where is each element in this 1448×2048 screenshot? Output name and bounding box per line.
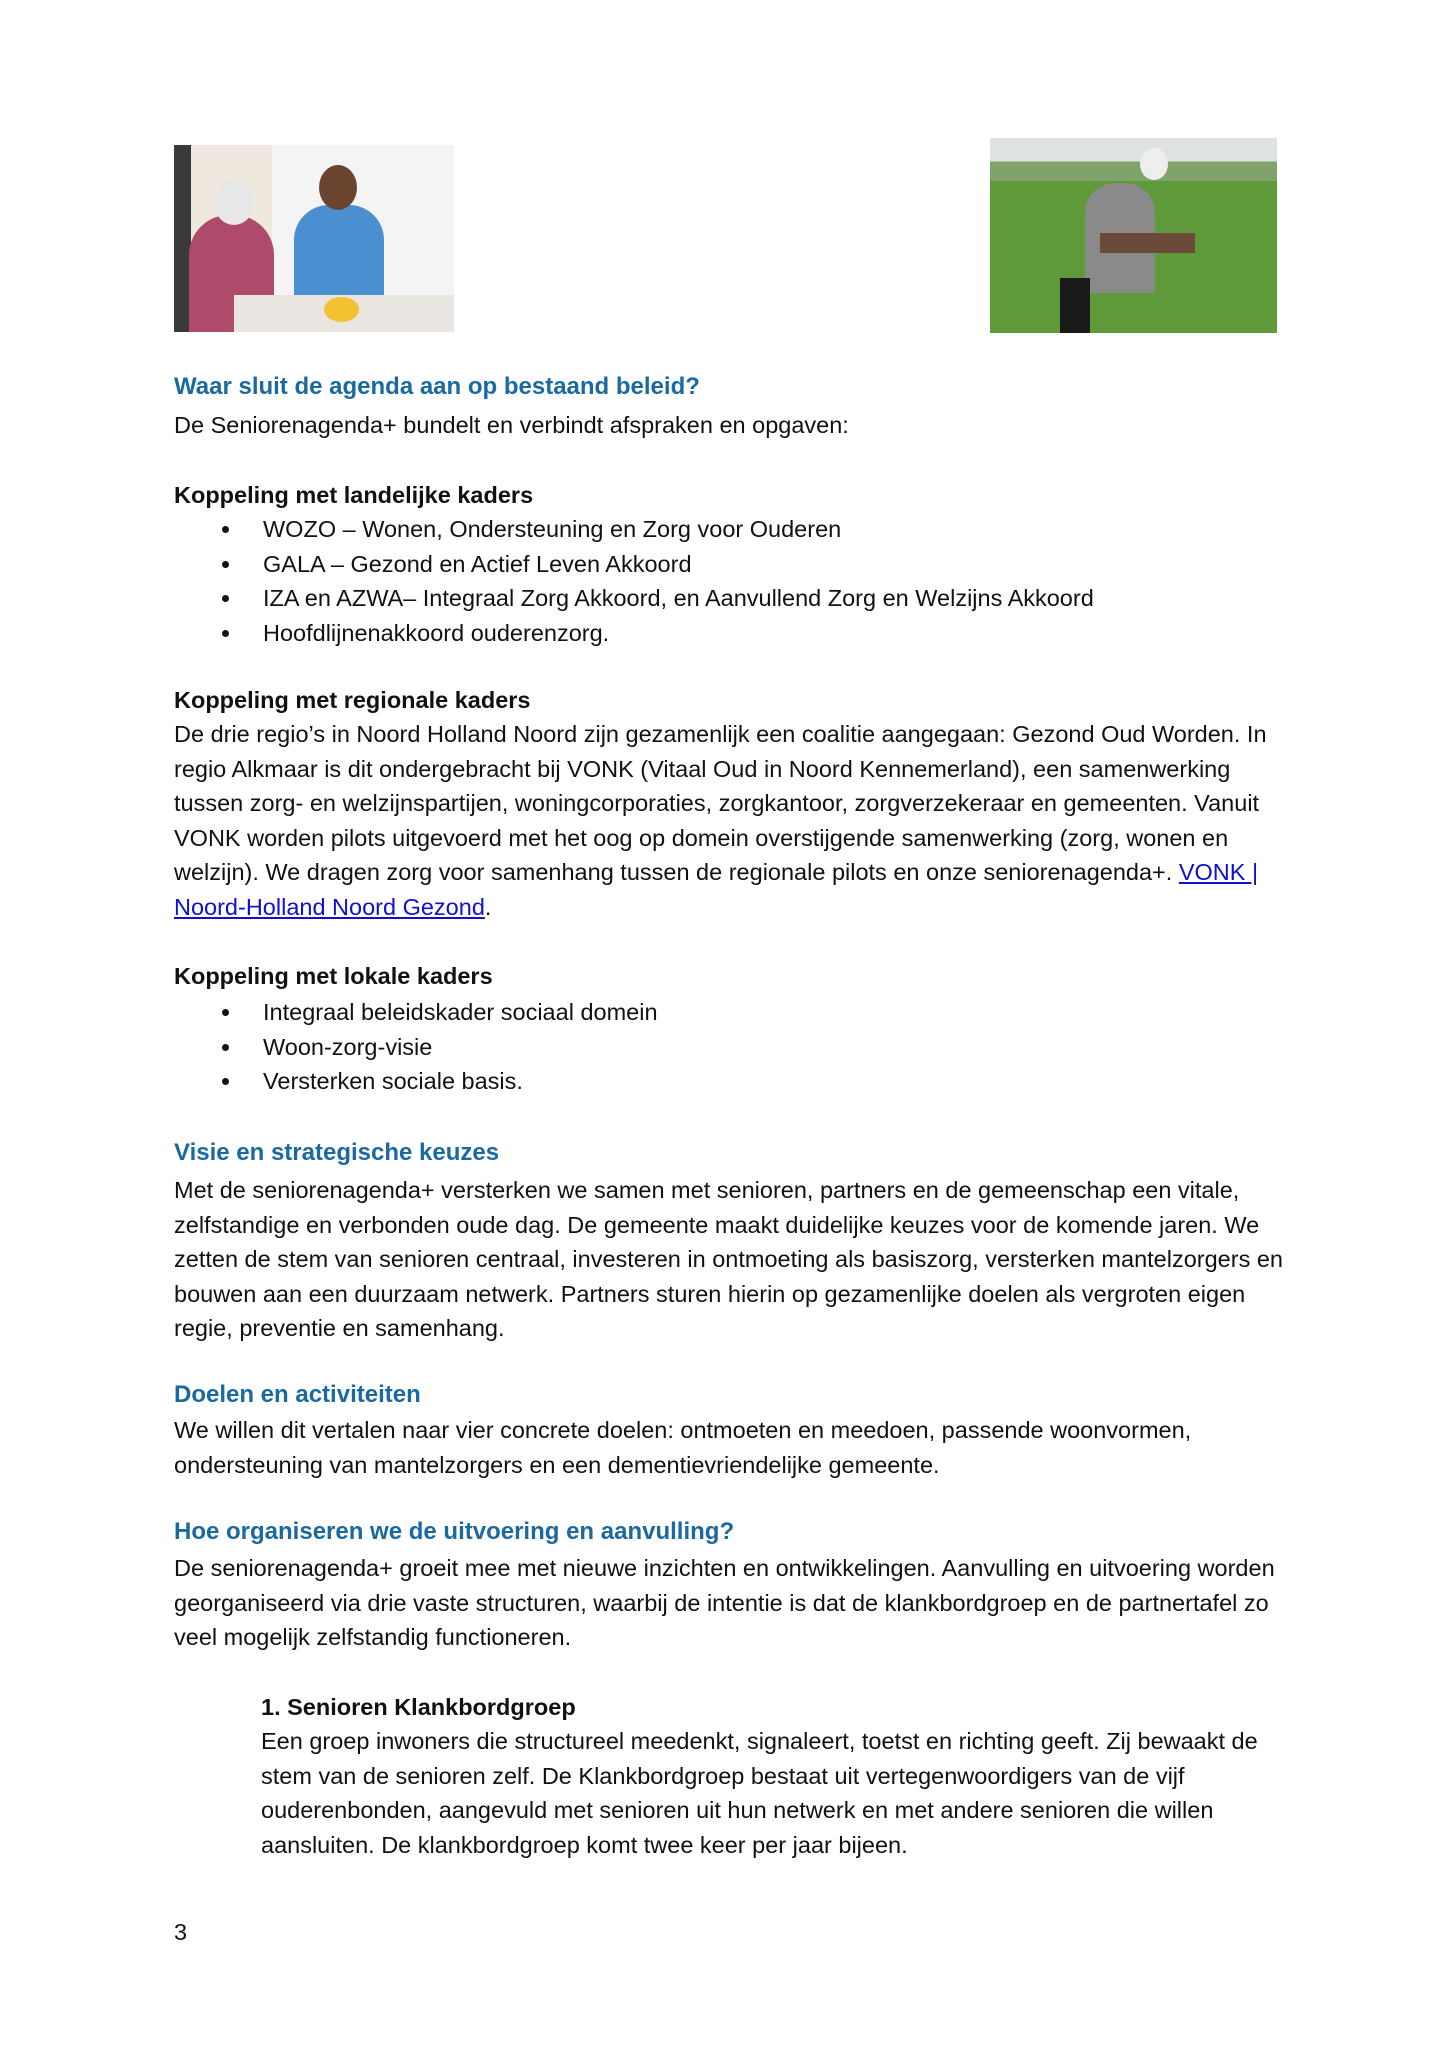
intro-text: De Seniorenagenda+ bundelt en verbindt afspraken en opgaven: [174,412,849,438]
photo-senior-with-nurse [174,145,454,332]
heading-visie: Visie en strategische keuzes [174,1139,500,1166]
doelen-text: We willen dit vertalen naar vier concrete doelen: ontmoeten en meedoen, passende woonvormen, ondersteuning van mantelzorgers en een dementievriendelijke gemeente. [174,1417,1192,1478]
page-number: 3 [174,1919,188,1945]
list-item: Hoofdlijnenakkoord ouderenzorg. [174,616,1294,651]
regionale-kaders-text [174,717,1294,924]
uitvoering-text: De seniorenagenda+ groeit mee met nieuwe inzichten en ontwikkelingen. Aanvulling en uitvoering worden georganiseerd via drie vaste structuren, waarbij de intentie is dat de klankbordgroep en de partnertafel zo veel mogelijk zelfstandig functioneren. [174,1555,1275,1650]
heading-uitvoering: Hoe organiseren we de uitvoering en aanvulling? [174,1518,735,1545]
list-item: Woon-zorg-visie [174,1030,1294,1065]
heading-lokale-kaders: Koppeling met lokale kaders [174,963,493,989]
heading-landelijke-kaders: Koppeling met landelijke kaders [174,482,534,508]
vonk-link[interactable]: VONK | Noord-Holland Noord Gezond [174,859,1259,920]
list-item: GALA – Gezond en Actief Leven Akkoord [174,547,1294,582]
klankbordgroep-text: Een groep inwoners die structureel meedenkt, signaleert, toetst en richting geeft. Zij bewaakt de stem van de senioren zelf. De Klankbordgroep bestaat uit vertegenwoordigers van de vijf ouderenbonden, aangevuld met senioren uit hun netwerk en met andere senioren die willen aansluiten. De klankbordgroep komt twee keer per jaar bijeen. [261,1728,1258,1858]
heading-klankbordgroep: 1. Senioren Klankbordgroep [261,1694,576,1720]
heading-bestaand-beleid: Waar sluit de agenda aan op bestaand beleid? [174,373,700,400]
regionale-text: De drie regio’s in Noord Holland Noord zijn gezamenlijk een coalitie aangegaan: Gezond Oud Worden. In regio Alkmaar is dit ondergebracht bij VONK (Vitaal Oud in Noord Kennemerland), een samenwerking tussen zorg- en welzijnspartijen, woningcorporaties, zorgkantoor, zorgverzekeraar en gemeenten. Vanuit VONK worden pilots uitgevoerd met het oog op domein overstijgende samenwerking (zorg, wonen en welzijn). We dragen zorg voor samenhang tussen de regionale pilots en onze seniorenagenda+. [174,721,1267,885]
period: . [484,893,492,920]
heading-doelen: Doelen en activiteiten [174,1381,421,1408]
list-item: IZA en AZWA– Integraal Zorg Akkoord, en Aanvullend Zorg en Welzijns Akkoord [174,581,1294,616]
list-lokale-kaders [174,995,1294,1099]
list-item: Integraal beleidskader sociaal domein [174,995,1294,1030]
list-landelijke-kaders [174,512,1294,650]
heading-regionale-kaders: Koppeling met regionale kaders [174,687,531,713]
visie-text: Met de seniorenagenda+ versterken we samen met senioren, partners en de gemeenschap een vitale, zelfstandige en verbonden oude dag. De gemeente maakt duidelijke keuzes voor de komende jaren. We zetten de stem van senioren centraal, investeren in ontmoeting als basiszorg, versterken mantelzorgers en bouwen aan een duurzaam netwerk. Partners sturen hierin op gezamenlijke doelen als vergroten eigen regie, preventie en samenhang. [174,1177,1283,1341]
list-item: WOZO – Wonen, Ondersteuning en Zorg voor Ouderen [174,512,1294,547]
list-item: Versterken sociale basis. [174,1064,1294,1099]
photo-senior-on-bench [990,138,1277,333]
